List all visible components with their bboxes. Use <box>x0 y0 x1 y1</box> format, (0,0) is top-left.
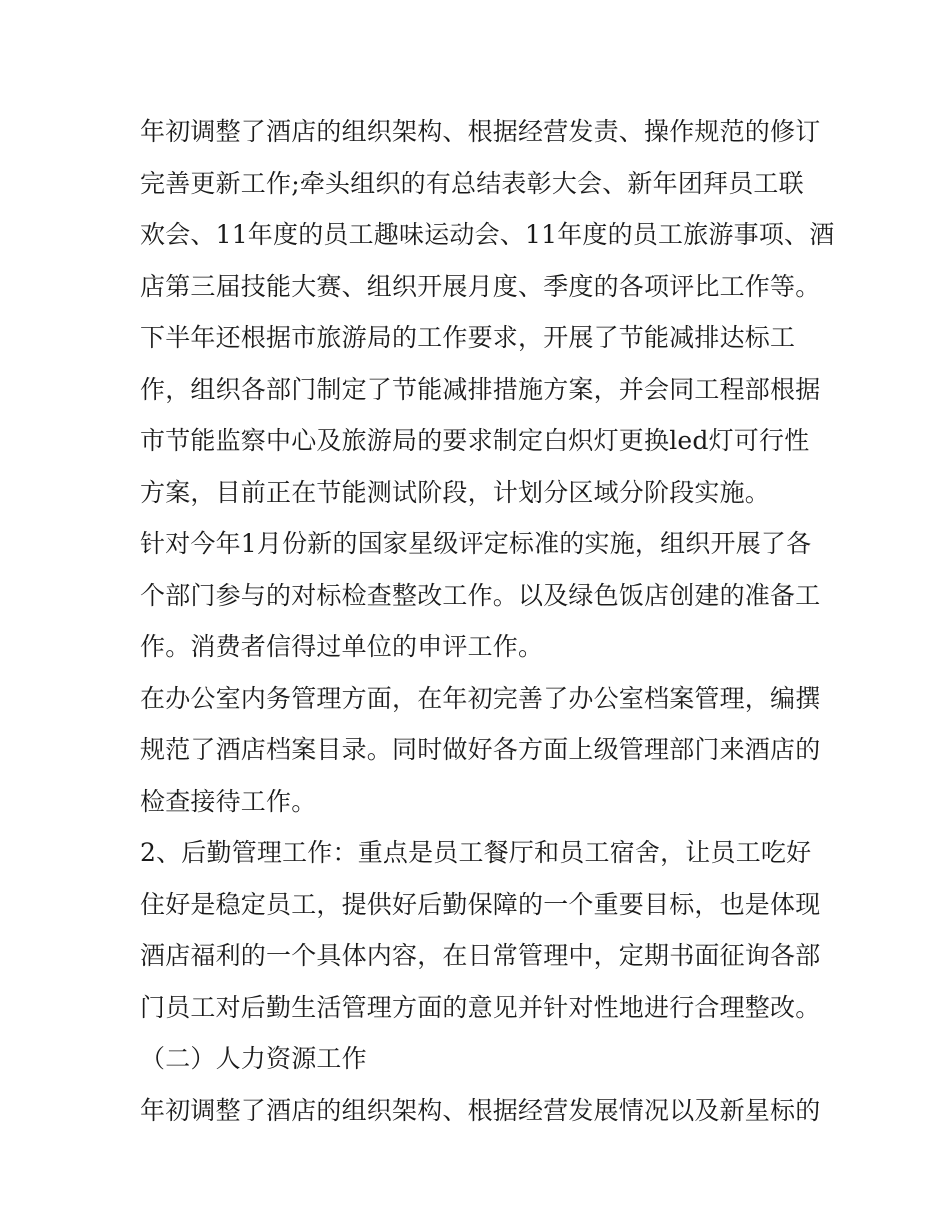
text-line: 下半年还根据市旅游局的工作要求，开展了节能减排达标工 <box>140 323 796 352</box>
text-line: 门员工对后勤生活管理方面的意见并针对性地进行合理整改。 <box>140 992 821 1022</box>
text-line: 在办公室内务管理方面，在年初完善了办公室档案管理，编撰 <box>140 683 821 713</box>
text-line: 2、后勤管理工作：重点是员工餐厅和员工宿舍，让员工吃好 <box>140 838 812 867</box>
text-line: 检查接待工作。 <box>140 786 317 816</box>
text-line: 完善更新工作;牵头组织的有总结表彰大会、新年团拜员工联 <box>140 168 804 198</box>
text-line: 作。消费者信得过单位的申评工作。 <box>140 632 544 661</box>
text-line: 欢会、11年度的员工趣味运动会、11年度的员工旅游事项、酒 <box>140 220 835 249</box>
text-line: 作，组织各部门制定了节能减排措施方案，并会同工程部根据 <box>140 374 821 404</box>
text-line: 规范了酒店档案目录。同时做好各方面上级管理部门来酒店的 <box>140 735 821 764</box>
text-line: 年初调整了酒店的组织架构、根据经营发责、操作规范的修订 <box>140 117 821 146</box>
text-line: 店第三届技能大赛、组织开展月度、季度的各项评比工作等。 <box>140 271 821 301</box>
text-line: 方案，目前正在节能测试阶段，计划分区域分阶段实施。 <box>140 477 771 507</box>
text-line: 个部门参与的对标检查整改工作。以及绿色饭店创建的准备工 <box>140 580 821 610</box>
section-heading: （二）人力资源工作 <box>140 1044 367 1073</box>
text-line: 住好是稳定员工，提供好后勤保障的一个重要目标，也是体现 <box>140 889 821 919</box>
text-line: 市节能监察中心及旅游局的要求制定白炽灯更换led灯可行性 <box>140 426 810 455</box>
text-line: 年初调整了酒店的组织架构、根据经营发展情况以及新星标的 <box>140 1095 821 1125</box>
text-line: 针对今年1月份新的国家星级评定标准的实施，组织开展了各 <box>140 529 812 558</box>
body-text <box>140 106 835 1136</box>
text-line: 酒店福利的一个具体内容，在日常管理中，定期书面征询各部 <box>140 941 821 970</box>
